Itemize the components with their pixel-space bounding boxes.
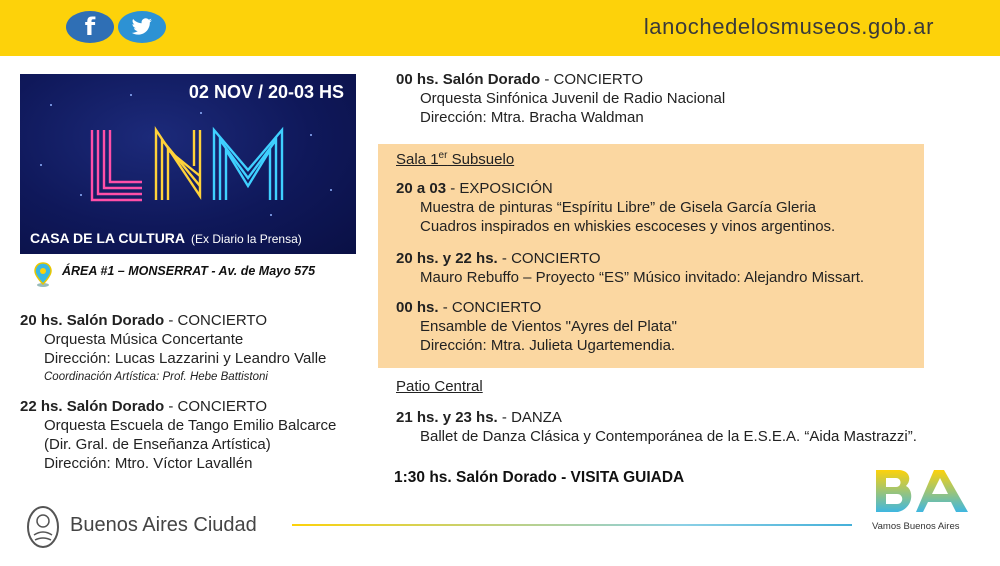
venue-name: CASA DE LA CULTURA [30, 230, 186, 246]
venue-subtitle: (Ex Diario la Prensa) [191, 232, 302, 246]
event-type: - CONCIERTO [438, 299, 542, 316]
event-00hs-dorado [396, 70, 936, 127]
event-type: - EXPOSICIÓN [446, 180, 553, 197]
twitter-icon[interactable] [118, 11, 166, 43]
event-line: Mauro Rebuffo – Proyecto “ES” Músico invitado: Alejandro Missart. [420, 269, 865, 286]
event-type: - CONCIERTO [164, 398, 267, 415]
event-line: Ensamble de Vientos "Ayres del Plata" [420, 318, 677, 335]
event-type: - CONCIERTO [540, 71, 643, 88]
event-line: Dirección: Mtra. Bracha Waldman [420, 109, 644, 126]
event-time: 20 hs. Salón Dorado [20, 312, 165, 329]
event-time: 20 hs. y 22 hs. [396, 250, 498, 267]
event-line: Cuadros inspirados en whiskies escoceses y vinos argentinos. [420, 218, 836, 235]
header-bar [0, 0, 1000, 56]
event-time: 21 hs. y 23 hs. [396, 409, 498, 426]
event-type: - CONCIERTO [497, 250, 601, 267]
event-time: 22 hs. Salón Dorado [20, 398, 165, 415]
ba-tagline: Vamos Buenos Aires [872, 521, 960, 532]
event-line: Dirección: Mtra. Julieta Ugartemendia. [420, 337, 676, 354]
event-exposicion [396, 179, 924, 236]
event-poster [20, 74, 356, 254]
event-note: Coordinación Artística: Prof. Hebe Battistoni [44, 371, 268, 383]
poster-venue [30, 230, 302, 246]
event-type: - DANZA [497, 409, 562, 426]
event-line: Dirección: Mtro. Víctor Lavallén [44, 455, 253, 472]
footer-divider [292, 524, 852, 526]
event-20hs [20, 311, 370, 387]
event-time: 00 hs. Salón Dorado [396, 71, 541, 88]
facebook-icon[interactable]: f [66, 11, 114, 43]
event-line: Dirección: Lucas Lazzarini y Leandro Valle [44, 350, 327, 367]
buenos-aires-ciudad-logo: Buenos Aires Ciudad [70, 514, 257, 536]
section-title-patio: Patio Central [396, 378, 483, 395]
location-text: ÁREA #1 – MONSERRAT - Av. de Mayo 575 [62, 264, 316, 278]
event-line: Orquesta Sinfónica Juvenil de Radio Nacional [420, 90, 726, 107]
event-line: Orquesta Música Concertante [44, 331, 244, 348]
site-url[interactable]: lanochedelosmuseos.gob.ar [643, 14, 934, 39]
event-type: - CONCIERTO [164, 312, 267, 329]
lnm-logo [88, 126, 288, 206]
city-crest-icon [26, 505, 60, 549]
event-danza [396, 408, 976, 446]
event-22hs [20, 397, 380, 473]
poster-date: 02 NOV / 20-03 HS [188, 82, 344, 102]
event-line: Muestra de pinturas “Espíritu Libre” de Gisela García Gleria [420, 199, 816, 216]
event-time: 00 hs. [396, 299, 439, 316]
event-line: (Dir. Gral. de Enseñanza Artística) [44, 436, 271, 453]
ba-logo [872, 464, 972, 520]
section-title-subsuelo: Sala 1er Subsuelo [396, 150, 515, 168]
event-time: 20 a 03 [396, 180, 447, 197]
event-line: Ballet de Danza Clásica y Contemporánea de la E.S.E.A. “Aida Mastrazzi”. [420, 428, 917, 445]
event-line: Orquesta Escuela de Tango Emilio Balcarce [44, 417, 337, 434]
event-concierto-rebuffo [396, 249, 924, 287]
location-pin-icon [34, 262, 52, 288]
event-concierto-ayres [396, 298, 924, 355]
guided-visit: 1:30 hs. Salón Dorado - VISITA GUIADA [394, 469, 685, 486]
